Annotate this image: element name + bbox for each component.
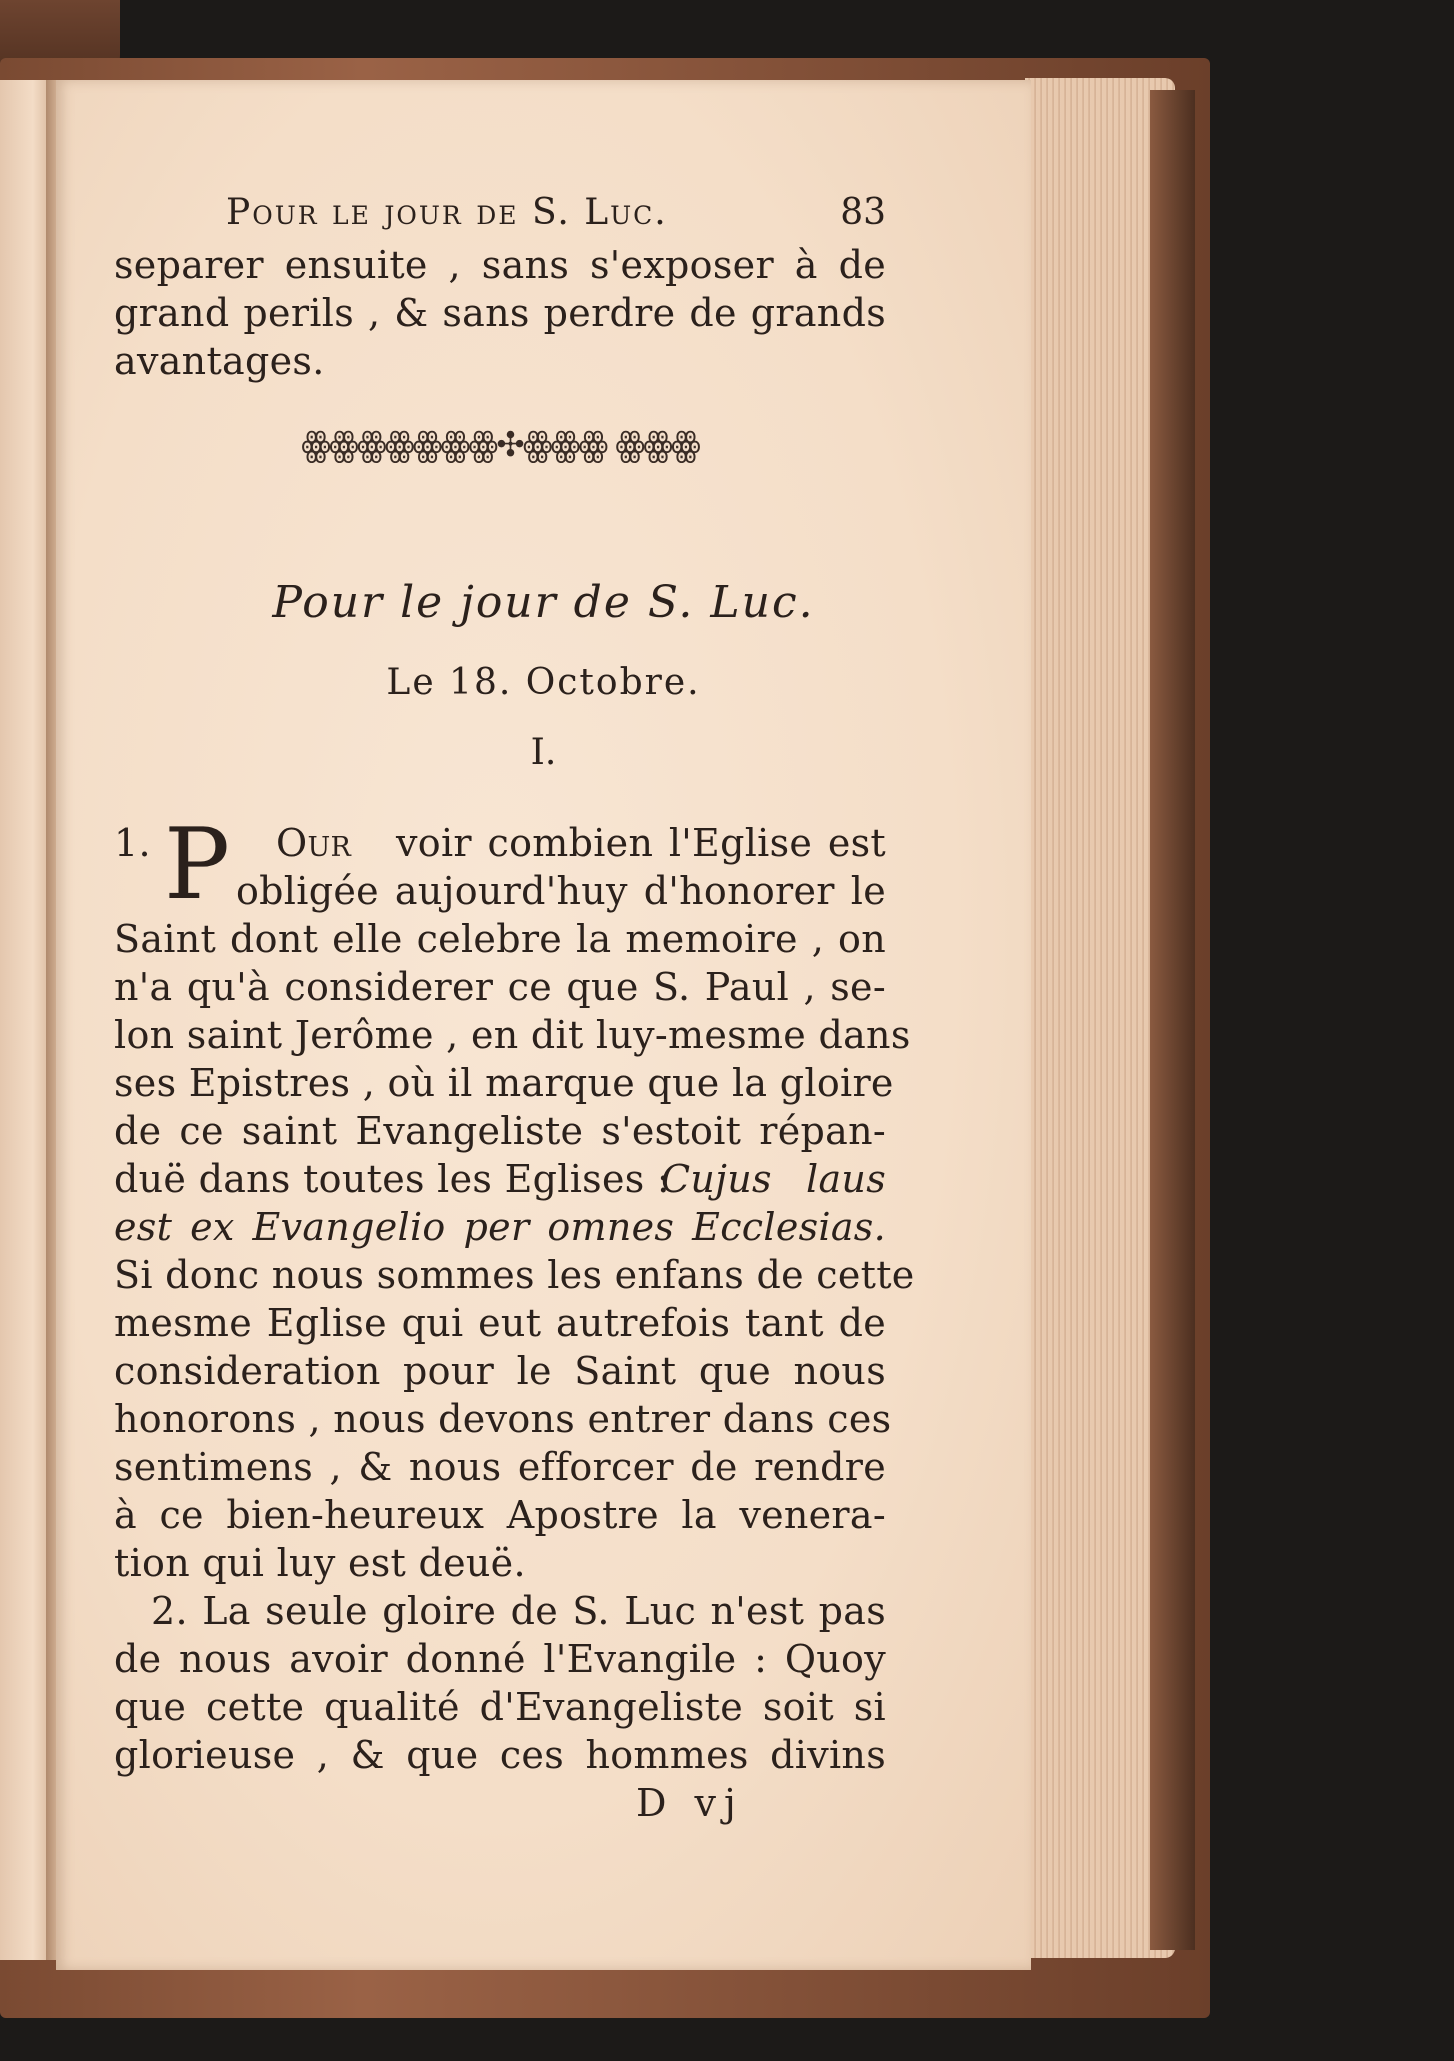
text-line: tion qui luy est deuë. — [114, 1541, 526, 1585]
latin-quote: Cujus laus — [661, 1157, 886, 1201]
section-numeral: I. — [530, 732, 557, 773]
text-line: n'a qu'à considerer ce que S. Paul , se- — [114, 965, 886, 1009]
section-title: Pour le jour de S. Luc. — [272, 577, 815, 628]
text-line: separer ensuite , sans s'exposer à de — [114, 243, 886, 287]
text-line: que cette qualité d'Evangeliste soit si — [114, 1685, 886, 1729]
text-line: grand perils , & sans perdre de grands — [114, 291, 886, 335]
text-line: ses Epistres , où il marque que la gloire — [114, 1061, 894, 1105]
text-line: lon saint Jerôme , en dit luy-mesme dans — [114, 1013, 911, 1057]
running-header — [226, 190, 886, 236]
text-line: Si donc nous sommes les enfans de cette — [114, 1253, 915, 1297]
text-line: avantages. — [114, 339, 325, 383]
text-line: Saint dont elle celebre la memoire , on — [114, 917, 886, 961]
running-title: Pour le jour de S. Luc. — [226, 192, 668, 233]
text-line: de ce saint Evangeliste s'estoit répan- — [114, 1109, 886, 1153]
text-line: obligée aujourd'huy d'honorer le — [236, 869, 886, 913]
book-page — [56, 80, 1031, 1970]
text-line: voir combien l'Eglise est — [396, 821, 886, 865]
text-line: duë dans toutes les Eglises : — [114, 1157, 671, 1201]
page-number: 83 — [840, 192, 886, 233]
drop-cap: P — [164, 808, 230, 922]
text-line: consideration pour le Saint que nous — [114, 1349, 886, 1393]
cover-edge — [1150, 90, 1195, 1950]
latin-quote: est ex Evangelio per omnes Ecclesias. — [114, 1205, 886, 1249]
section-date: Le 18. Octobre. — [386, 662, 701, 703]
text-line: 2. La seule gloire de S. Luc n'est pas — [151, 1589, 886, 1633]
text-line: glorieuse , & que ces hommes divins — [114, 1733, 886, 1777]
text-line: de nous avoir donné l'Evangile : Quoy — [114, 1637, 886, 1681]
paragraph-number: 1. — [114, 821, 151, 865]
text-line: honorons , nous devons entrer dans ces — [114, 1397, 892, 1441]
decorative-ornament-band: ꙮꙮꙮꙮꙮꙮꙮ✣ꙮꙮꙮ ꙮꙮꙮ — [301, 425, 699, 465]
signature-mark: D vj — [636, 1781, 744, 1825]
text-line: sentimens , & nous efforcer de rendre — [114, 1445, 886, 1489]
text-line: à ce bien-heureux Apostre la venera- — [114, 1493, 886, 1537]
first-word-rest: Our — [276, 821, 352, 865]
page-text — [56, 80, 1031, 1970]
text-line: mesme Eglise qui eut autrefois tant de — [114, 1301, 886, 1345]
